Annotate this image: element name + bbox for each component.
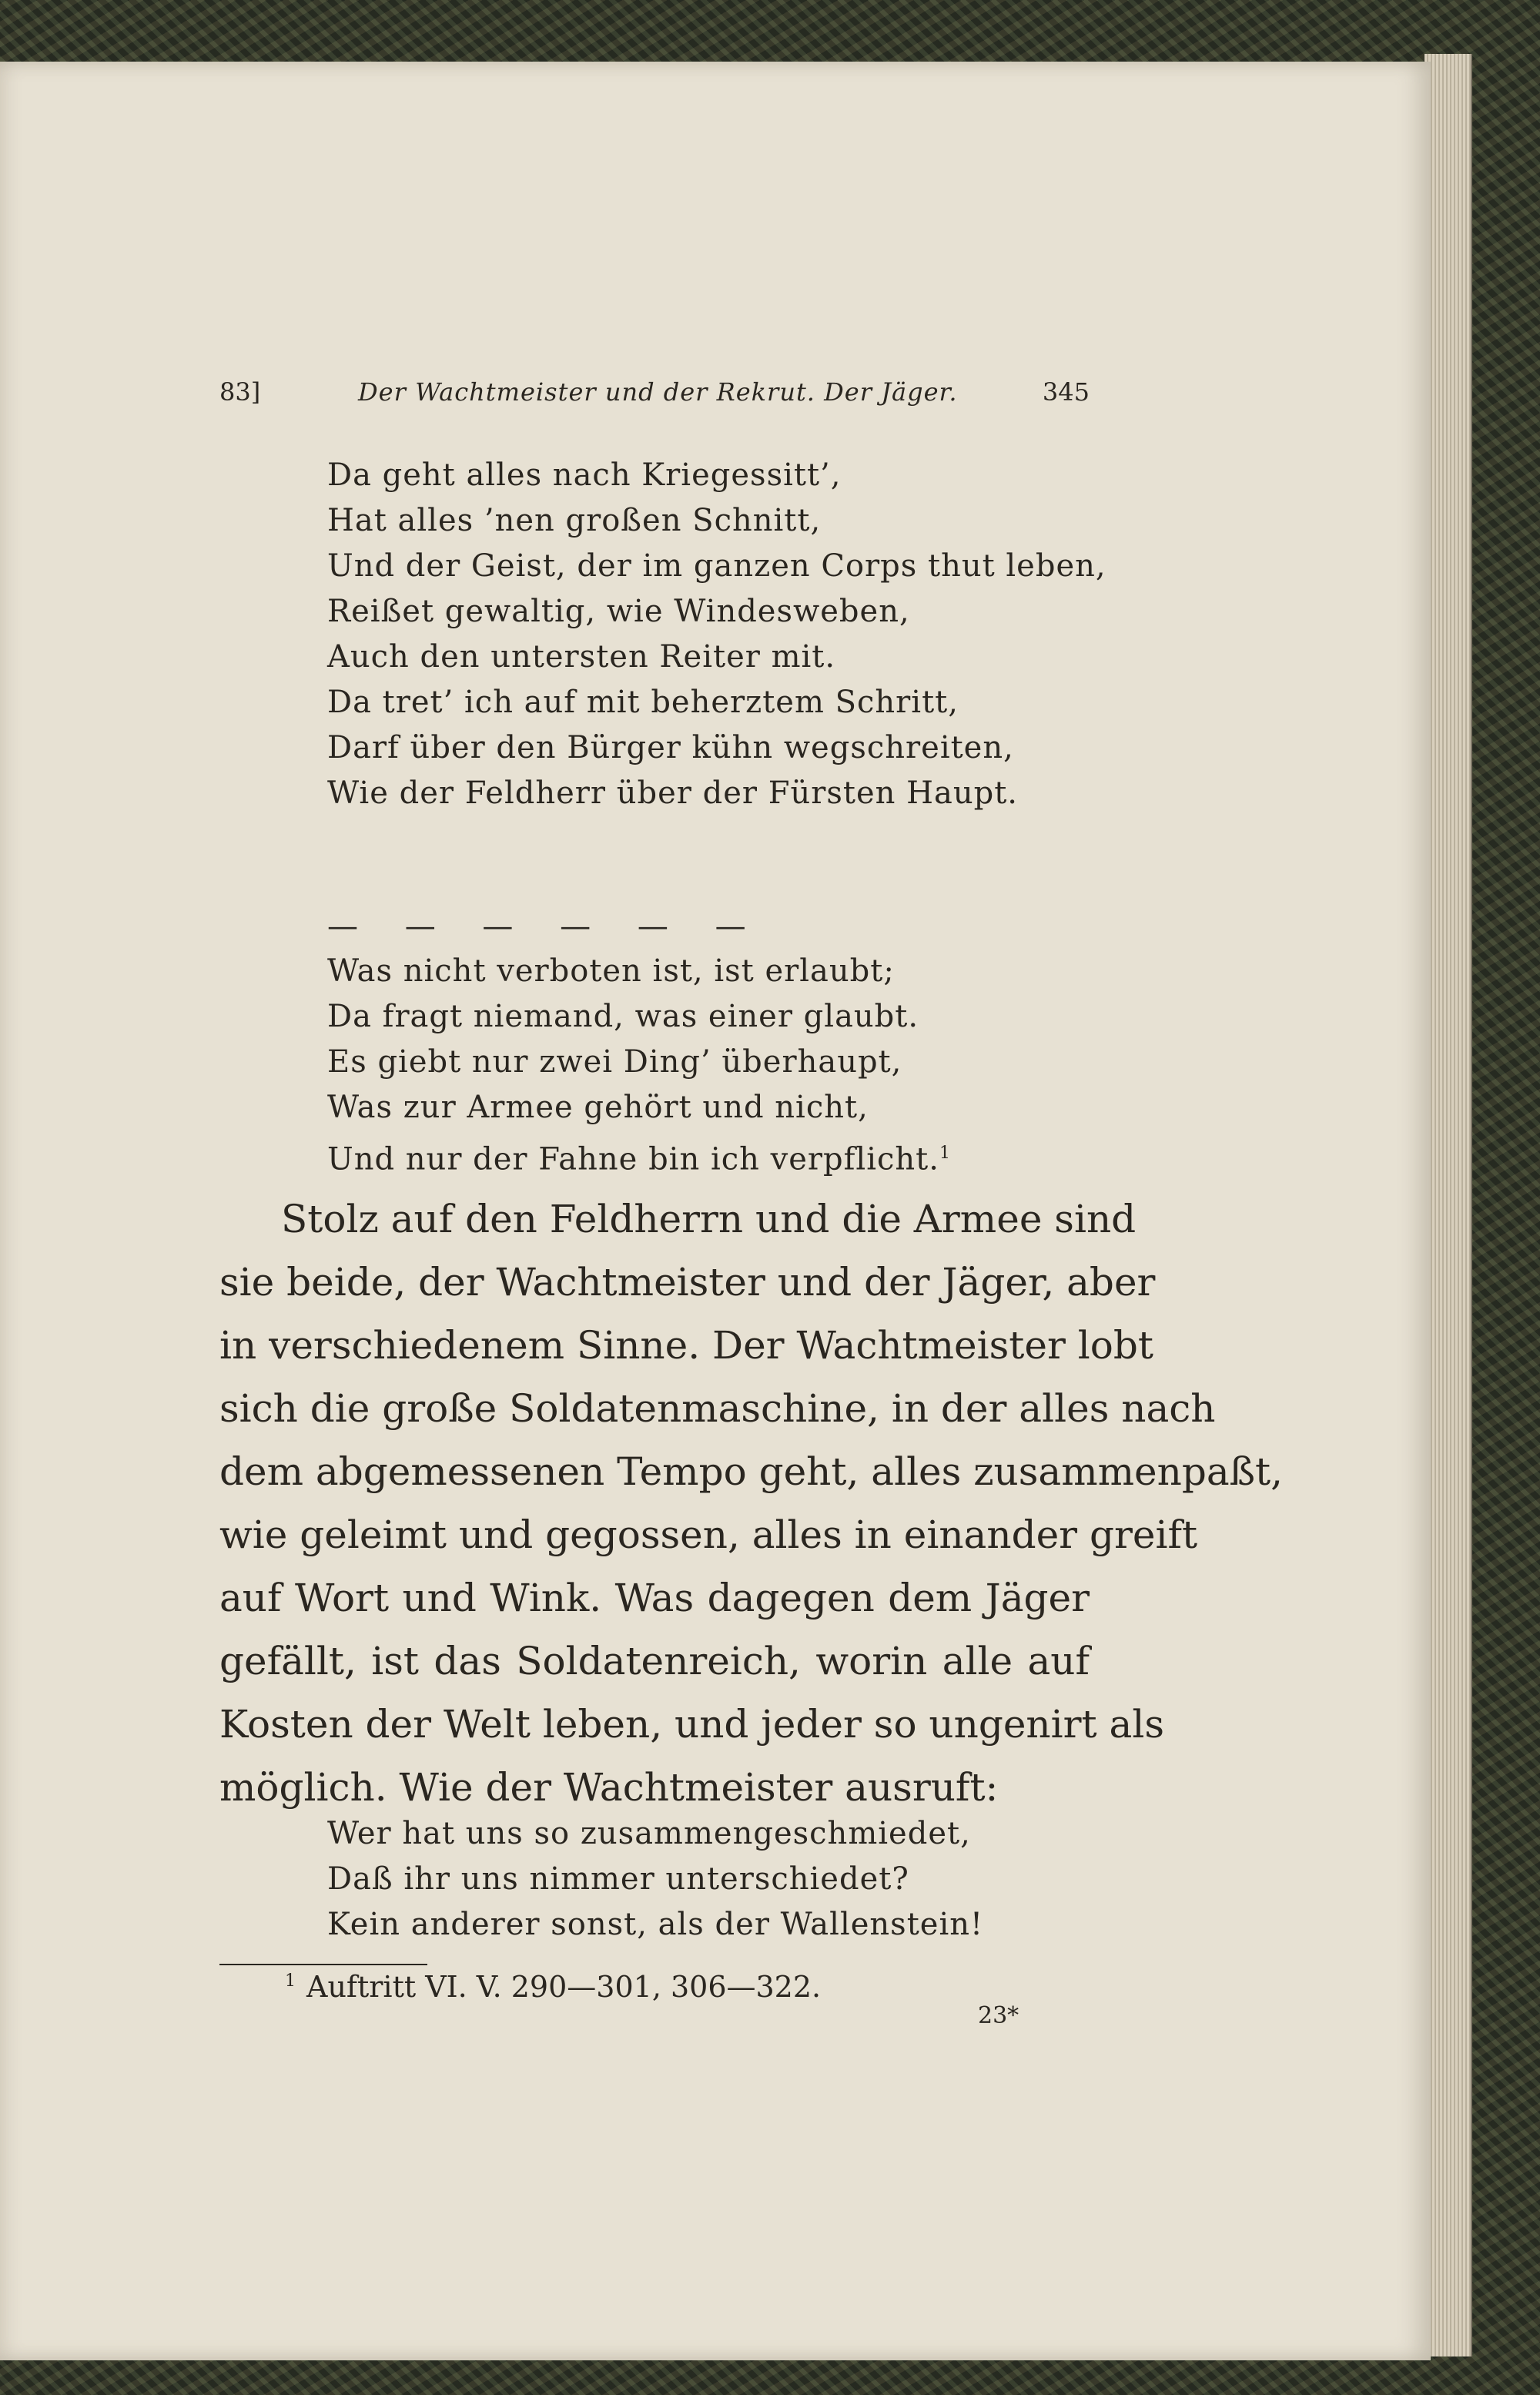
paragraph-line: Stolz auf den Feldherrn und die Armee sind [281,1197,1137,1241]
verse-line: Es giebt nur zwei Ding’ überhaupt, [327,1044,902,1080]
verse-block-1 [327,453,1106,816]
verse-line: Da fragt niemand, was einer glaubt. [327,999,919,1034]
book-page [0,62,1431,2360]
signature-mark: 23* [978,2002,1019,2029]
paragraph-line: Kosten der Welt leben, und jeder so ungenirt als [219,1702,1164,1747]
verse-line: Auch den untersten Reiter mit. [327,639,836,675]
verse-line: Daß ihr uns nimmer unterschiedet? [327,1861,909,1897]
verse-line: Was zur Armee gehört und nicht, [327,1090,869,1125]
verse-line: Reißet gewaltig, wie Windesweben, [327,594,910,629]
verse-block-3 [327,1811,983,1948]
paragraph-line: auf Wort und Wink. Was dagegen dem Jäger [219,1576,1090,1620]
paragraph-line: in verschiedenem Sinne. Der Wachtmeister lobt [219,1323,1153,1368]
verse-line: Da geht alles nach Kriegessitt’, [327,457,842,493]
running-title: Der Wachtmeister und der Rekrut. Der Jäger. [358,377,958,407]
verse-line: Darf über den Bürger kühn wegschreiten, [327,730,1014,765]
verse-line: Kein anderer sonst, als der Wallenstein! [327,1907,984,1942]
verse-line: Und der Geist, der im ganzen Corps thut leben, [327,548,1106,584]
footnote-text: Auftritt VI. V. 290—301, 306—322. [306,1970,822,2004]
verse-line: Hat alles ’nen großen Schnitt, [327,503,822,538]
footnote-rule [219,1964,427,1965]
page-number: 345 [1042,377,1090,407]
paragraph-line: möglich. Wie der Wachtmeister ausruft: [219,1765,999,1810]
section-number: 83] [219,377,261,407]
footnote-reference: 1 [939,1144,951,1163]
body-paragraph [219,1187,1284,1819]
footnote [285,1970,821,2004]
paragraph-line: sie beide, der Wachtmeister und der Jäger, aber [219,1260,1156,1305]
verse-line: Wie der Feldherr über der Fürsten Haupt. [327,775,1018,811]
paragraph-line: wie geleimt und gegossen, alles in einander greift [219,1512,1198,1557]
verse-line [327,1131,951,1182]
paragraph-line: sich die große Soldatenmaschine, in der alles nach [219,1386,1216,1431]
page-header [219,377,1090,424]
verse-block-2 [327,949,951,1182]
verse-line-text: Und nur der Fahne bin ich verpflicht. [327,1141,939,1177]
footnote-marker: 1 [285,1971,296,1991]
verse-line: Da tret’ ich auf mit beherztem Schritt, [327,685,959,720]
omission-dashes: — — — — — — [327,909,765,944]
page-edges [1424,54,1472,2356]
verse-line: Was nicht verboten ist, ist erlaubt; [327,953,895,989]
verse-line: Wer hat uns so zusammengeschmiedet, [327,1816,971,1851]
paragraph-line: dem abgemessenen Tempo geht, alles zusammenpaßt, [219,1449,1284,1494]
paragraph-line: gefällt, ist das Soldatenreich, worin alle auf [219,1639,1090,1683]
